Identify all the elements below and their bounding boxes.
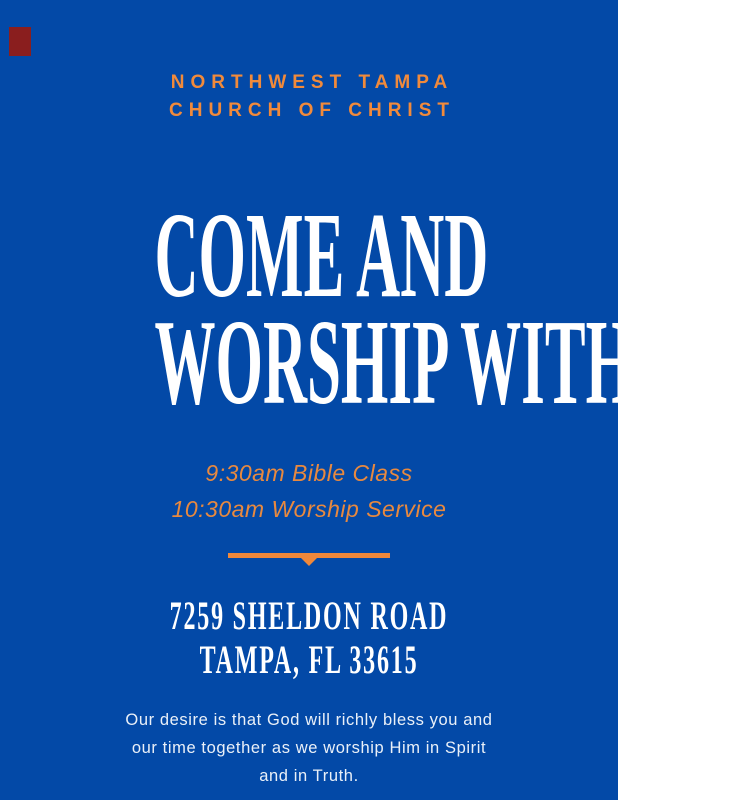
bible-class-time: 9:30am Bible Class — [205, 460, 413, 486]
address — [0, 594, 618, 682]
church-name-line1: NORTHWEST TAMPA — [170, 72, 454, 93]
worship-service-time: 10:30am Worship Service — [171, 496, 447, 522]
church-name — [0, 69, 618, 125]
closing-message-line3: and in Truth. — [259, 767, 359, 785]
corner-mark — [9, 27, 31, 56]
address-street: 7259 SHELDON ROAD — [169, 593, 449, 638]
church-name-line2: CHURCH OF CHRIST — [169, 100, 455, 121]
service-schedule — [0, 455, 618, 527]
headline-line2: WORSHIP WITH US. — [154, 295, 742, 430]
closing-message-line2: our time together as we worship Him in Spirit — [131, 739, 487, 757]
closing-message — [0, 706, 618, 790]
headline-line1: COME AND — [154, 188, 489, 323]
address-city: TAMPA, FL 33615 — [199, 637, 419, 682]
down-arrow-icon — [300, 557, 318, 566]
closing-message-line1: Our desire is that God will richly bless you and — [125, 711, 493, 729]
divider-rule — [228, 553, 390, 558]
